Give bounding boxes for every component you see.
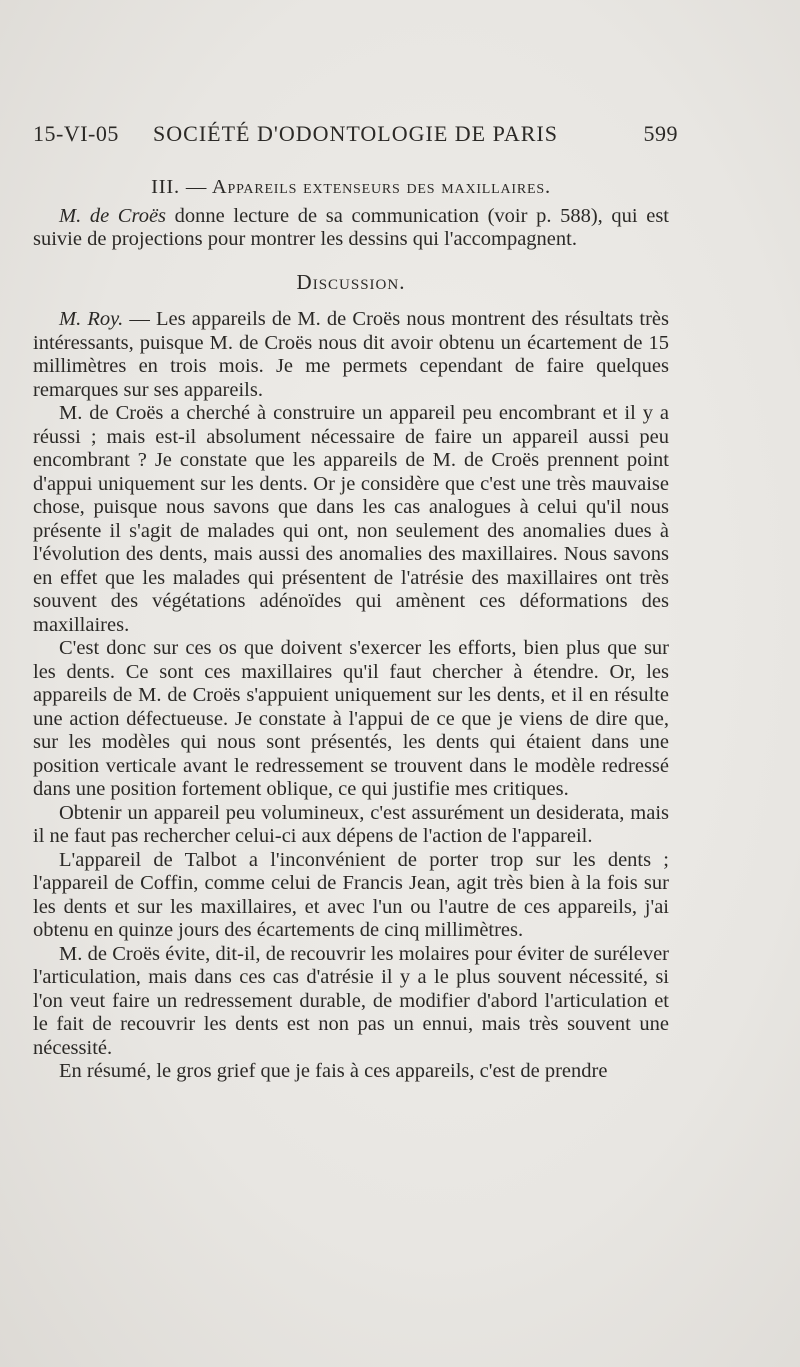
page-number: 599: [643, 121, 678, 146]
header-title: SOCIÉTÉ D'ODONTOLOGIE DE PARIS: [153, 121, 558, 146]
speaker-name: M. Roy.: [59, 308, 124, 330]
paragraph-roy: [33, 308, 669, 402]
intro-paragraph: [33, 205, 669, 252]
discussion-heading: Discussion.: [296, 269, 406, 294]
paragraph: En résumé, le gros grief que je fais à ces appareils, c'est de prendre: [59, 1060, 608, 1082]
paragraph: M. de Croës évite, dit-il, de recouvrir les molaires pour éviter de surélever l'articulation, mais dans ces cas d'atrésie il y a le plus souvent nécessité, si l'on veut faire un redressement durable, de modifier d'abord l'articulation et le fait de recouvrir les dents est non pas un ennui, mais très souvent une nécessité.: [33, 942, 669, 1059]
body-text: [33, 176, 669, 1084]
paragraph: Obtenir un appareil peu volumineux, c'est assurément un desiderata, mais il ne faut pas rechercher celui-ci aux dépens de l'action de l'appareil.: [33, 801, 669, 847]
header-date: 15-VI-05: [33, 121, 119, 146]
paragraph-text: — Les appareils de M. de Croës nous montrent des résultats très intéressants, puisque M. de Croës nous dit avoir obtenu un écartement de 15 millimètres en trois mois. Je me permets cependant de faire quelques remarques sur ses appareils.: [33, 308, 669, 401]
section-heading: III. — Appareils extenseurs des maxillaires.: [151, 176, 551, 198]
speaker-name: M. de Croës: [59, 204, 167, 227]
paragraph-text: donne lecture de sa communication (voir p. 588), qui est suivie de projections pour montrer les dessins qui l'accompagnent.: [33, 204, 669, 250]
paragraph: C'est donc sur ces os que doivent s'exercer les efforts, bien plus que sur les dents. Ce sont ces maxillaires qu'il faut chercher à étendre. Or, les appareils de M. de Croës s'appuient uniquement sur les dents, et il en résulte une action défectueuse. Je constate à l'appui de ce que je viens de dire que, sur les modèles qui nous sont présentés, les dents qui étaient dans une position verticale avant le redressement se trouvent dans le modèle redressé dans une position fortement oblique, ce qui justifie mes critiques.: [33, 637, 669, 800]
paragraph: L'appareil de Talbot a l'inconvénient de porter trop sur les dents ; l'appareil de Coffin, comme celui de Francis Jean, agit très bien à la fois sur les dents et sur les maxillaires, et avec l'un ou l'autre de ces appareils, j'ai obtenu en quinze jours des écartements de cinq millimètres.: [33, 848, 669, 941]
paragraph: M. de Croës a cherché à construire un appareil peu encombrant et il y a réussi ; mais est-il absolument nécessaire de faire un appareil aussi peu encombrant ? Je constate que les appareils de M. de Croës prennent point d'appui uniquement sur les dents. Or je considère que c'est une très mauvaise chose, puisque nous savons que dans les cas analogues à celui qu'il nous présente il s'agit de malades qui ont, non seulement des anomalies dues à l'évolution des dents, mais aussi des anomalies des maxillaires. Nous savons en effet que les malades qui présentent de l'atrésie des maxillaires ont très souvent des végétations adénoïdes qui amènent ces déformations des maxillaires.: [33, 402, 669, 636]
